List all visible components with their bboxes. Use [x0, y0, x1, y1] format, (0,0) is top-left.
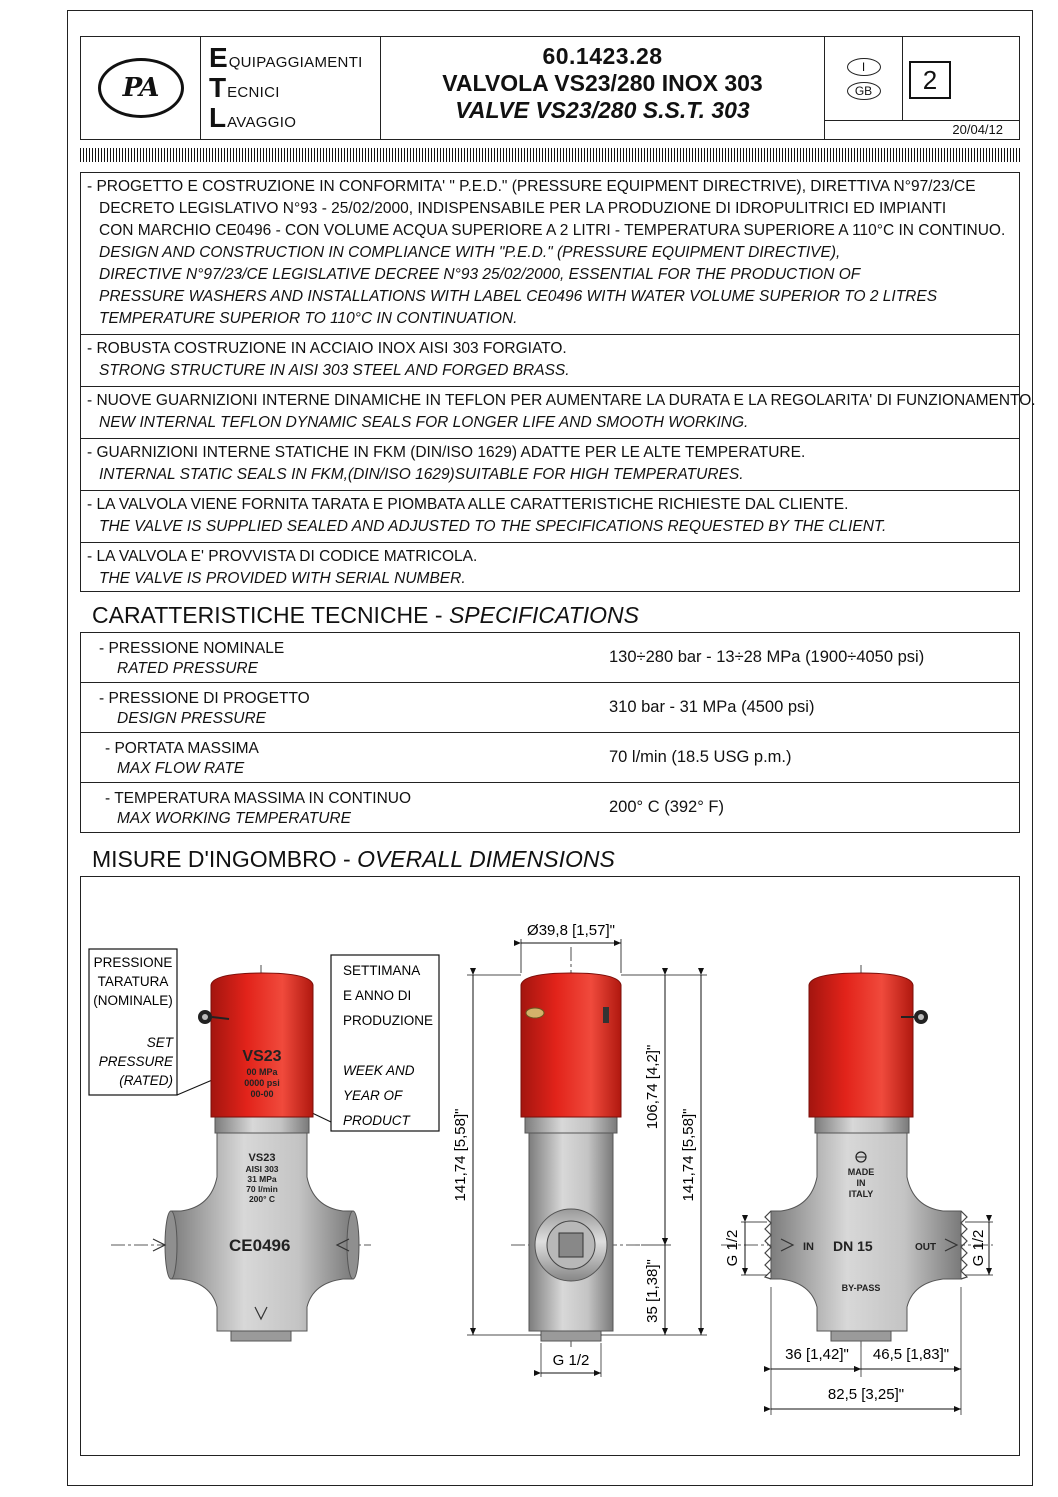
spec-row: [81, 783, 1019, 833]
description-line-en: THE VALVE IS PROVIDED WITH SERIAL NUMBER.: [99, 570, 466, 587]
cap-text: 00-00: [250, 1089, 274, 1099]
description-line: DECRETO LEGISLATIVO N°93 - 25/02/2000, INDISPENSABILE PER LA PRODUZIONE DI IDROPULITRICI ED IMPIANTI: [99, 200, 947, 217]
dn-label: DN 15: [833, 1238, 873, 1254]
cap-text: VS23: [242, 1048, 282, 1065]
title-block: [80, 36, 1020, 140]
lang-italian: I: [847, 58, 881, 76]
spec-label-en: MAX FLOW RATE: [117, 760, 245, 777]
body-text: 200° C: [248, 1194, 276, 1204]
description-line-en: STRONG STRUCTURE IN AISI 303 STEEL AND FORGED BRASS.: [99, 362, 570, 379]
rear-view: [721, 965, 993, 1415]
company-line-3: [209, 103, 380, 133]
description-line: CON MARCHIO CE0496 - CON VOLUME ACQUA SUPERIORE A 2 LITRI - TEMPERATURA SUPERIORE A 110°C IN CONTINUO.: [99, 222, 1006, 239]
logo-cell: [81, 37, 201, 139]
spec-label-en: RATED PRESSURE: [117, 660, 258, 677]
dim-right: 46,5 [1,83]": [872, 1346, 950, 1363]
week-label-en: WEEK AND: [343, 1063, 415, 1078]
body-text: 70 l/min: [246, 1184, 278, 1194]
week-label: E ANNO DI: [343, 988, 412, 1003]
heading-italian: MISURE D'INGOMBRO -: [92, 846, 358, 872]
company-initial: E: [209, 42, 228, 73]
dim-g12-right: G 1/2: [970, 1229, 987, 1267]
description-line: - PROGETTO E COSTRUZIONE IN CONFORMITA' " P.E.D." (PRESSURE EQUIPMENT DIRECTRIVE), DIRETTIVA N°97/23/CE: [87, 178, 976, 195]
spec-label: - PORTATA MASSIMA: [105, 740, 259, 757]
company-line-1: [209, 43, 380, 73]
specifications-table: [80, 632, 1020, 833]
description-item: [81, 387, 1036, 439]
spec-value: 130÷280 bar - 13÷28 MPa (1900÷4050 psi): [609, 648, 925, 666]
spec-label: - PRESSIONE DI PROGETTO: [99, 690, 310, 707]
ce-mark: CE0496: [229, 1236, 291, 1255]
heading-english: SPECIFICATIONS: [448, 602, 639, 628]
heading-italian: CARATTERISTICHE TECNICHE -: [92, 602, 449, 628]
dim-height-axis: 106,74 [4,2]": [644, 1044, 661, 1130]
description-line-en: NEW INTERNAL TEFLON DYNAMIC SEALS FOR LONGER LIFE AND SMOOTH WORKING.: [99, 414, 749, 431]
company-word: ECNICI: [227, 84, 280, 101]
spec-label: - TEMPERATURA MASSIMA IN CONTINUO: [105, 790, 412, 807]
made-in-text: MADE: [847, 1167, 875, 1177]
made-in-text: ITALY: [848, 1189, 874, 1199]
title-english: VALVE VS23/280 S.S.T. 303: [455, 97, 750, 123]
week-label-en: YEAR OF: [343, 1088, 403, 1103]
description-box: [80, 172, 1036, 592]
front-view: [89, 949, 439, 1341]
company-initial: T: [209, 72, 227, 103]
dim-base: 35 [1,38]": [644, 1259, 661, 1323]
description-line-en: PRESSURE WASHERS AND INSTALLATIONS WITH LABEL CE0496 WITH WATER VOLUME SUPERIOR TO 2 LITRES: [99, 288, 938, 305]
cap-text: 0000 psi: [244, 1078, 280, 1088]
company-initial: L: [209, 102, 227, 133]
description-item: [81, 173, 1019, 335]
cap-text: 00 MPa: [246, 1067, 278, 1077]
description-line-en: THE VALVE IS SUPPLIED SEALED AND ADJUSTED TO THE SPECIFICATIONS REQUESTED BY THE CLIENT.: [99, 518, 887, 535]
hatch-divider: [80, 148, 1020, 162]
set-pressure-label-en: SET: [146, 1035, 173, 1050]
set-pressure-label: PRESSIONE: [93, 955, 173, 970]
description-line: - NUOVE GUARNIZIONI INTERNE DINAMICHE IN TEFLON PER AUMENTARE LA DURATA E LA REGOLARITA' DI FUNZIONAMENTO.: [87, 392, 1036, 409]
dim-width: 82,5 [3,25]": [827, 1386, 905, 1403]
company-word: AVAGGIO: [227, 114, 297, 131]
description-item: [81, 491, 1019, 543]
revision-date: 20/04/12: [952, 122, 1003, 137]
description-line: - GUARNIZIONI INTERNE STATICHE IN FKM (DIN/ISO 1629) ADATTE PER LE ALTE TEMPERATURE.: [87, 444, 806, 461]
title-italian: VALVOLA VS23/280 INOX 303: [442, 70, 763, 96]
document-title: [381, 37, 825, 139]
dim-g12-bottom: G 1/2: [552, 1352, 590, 1369]
set-pressure-label-en: (RATED): [119, 1073, 173, 1088]
description-line: - ROBUSTA COSTRUZIONE IN ACCIAIO INOX AISI 303 FORGIATO.: [87, 340, 567, 357]
company-word: QUIPAGGIAMENTI: [228, 54, 363, 71]
description-line: - LA VALVOLA E' PROVVISTA DI CODICE MATRICOLA.: [87, 548, 478, 565]
description-line-en: DIRECTIVE N°97/23/CE LEGISLATIVE DECREE N°93 25/02/2000, ESSENTIAL FOR THE PRODUCTION OF: [99, 266, 861, 283]
spec-value: 200° C (392° F): [609, 798, 724, 816]
dim-height-total: 141,74 [5,58]": [452, 1108, 469, 1202]
week-label: PRODUZIONE: [343, 1013, 434, 1028]
dim-left: 36 [1,42]": [785, 1346, 849, 1363]
heading-english: OVERALL DIMENSIONS: [357, 846, 615, 872]
spec-row: [81, 683, 1019, 733]
product-code: 60.1423.28: [542, 43, 663, 69]
dim-diameter: Ø39,8 [1,57]": [527, 922, 615, 939]
dimensions-heading: [92, 846, 615, 873]
dim-height-total-right: 141,74 [5,58]": [680, 1108, 697, 1202]
made-in-text: IN: [856, 1178, 866, 1188]
side-view: [452, 922, 707, 1377]
dimension-drawing: [80, 876, 1020, 1456]
dim-g12-left: G 1/2: [724, 1229, 741, 1267]
page-cell: [903, 37, 1019, 121]
spec-row: [81, 633, 1019, 683]
description-item: [81, 543, 1019, 594]
body-text: AISI 303: [245, 1164, 279, 1174]
body-text: VS23: [248, 1152, 276, 1164]
description-item: [81, 335, 1019, 387]
description-line: - LA VALVOLA VIENE FORNITA TARATA E PIOMBATA ALLE CARATTERISTICHE RICHIESTE DAL CLIENTE.: [87, 496, 849, 513]
description-item: [81, 439, 1019, 491]
company-name: [201, 37, 381, 139]
page-number: 2: [909, 61, 951, 99]
week-label-en: PRODUCT: [343, 1113, 410, 1128]
bypass-label: BY-PASS: [841, 1283, 881, 1293]
specifications-heading: [92, 602, 639, 629]
set-pressure-label: TARATURA: [97, 974, 169, 989]
spec-label-en: MAX WORKING TEMPERATURE: [117, 810, 351, 827]
week-label-box: [331, 955, 439, 1131]
lang-english: GB: [847, 82, 881, 100]
set-pressure-label-en: PRESSURE: [98, 1054, 173, 1069]
spec-value: 310 bar - 31 MPa (4500 psi): [609, 698, 815, 716]
description-line-en: DESIGN AND CONSTRUCTION IN COMPLIANCE WITH "P.E.D." (PRESSURE EQUIPMENT DIRECTIVE),: [99, 244, 841, 261]
description-line-en: INTERNAL STATIC SEALS IN FKM,(DIN/ISO 1629)SUITABLE FOR HIGH TEMPERATURES.: [99, 466, 744, 483]
week-label: SETTIMANA: [343, 963, 421, 978]
spec-row: [81, 733, 1019, 783]
spec-value: 70 l/min (18.5 USG p.m.): [609, 748, 792, 766]
spec-label-en: DESIGN PRESSURE: [117, 710, 267, 727]
set-pressure-label: (NOMINALE): [93, 993, 173, 1008]
spec-label: - PRESSIONE NOMINALE: [99, 640, 285, 657]
pa-logo: PA: [98, 58, 184, 118]
out-label: OUT: [915, 1242, 937, 1253]
description-line-en: TEMPERATURE SUPERIOR TO 110°C IN CONTINUATION.: [99, 310, 518, 327]
language-indicator: [825, 37, 903, 121]
in-label: IN: [803, 1241, 814, 1253]
body-text: 31 MPa: [247, 1174, 277, 1184]
